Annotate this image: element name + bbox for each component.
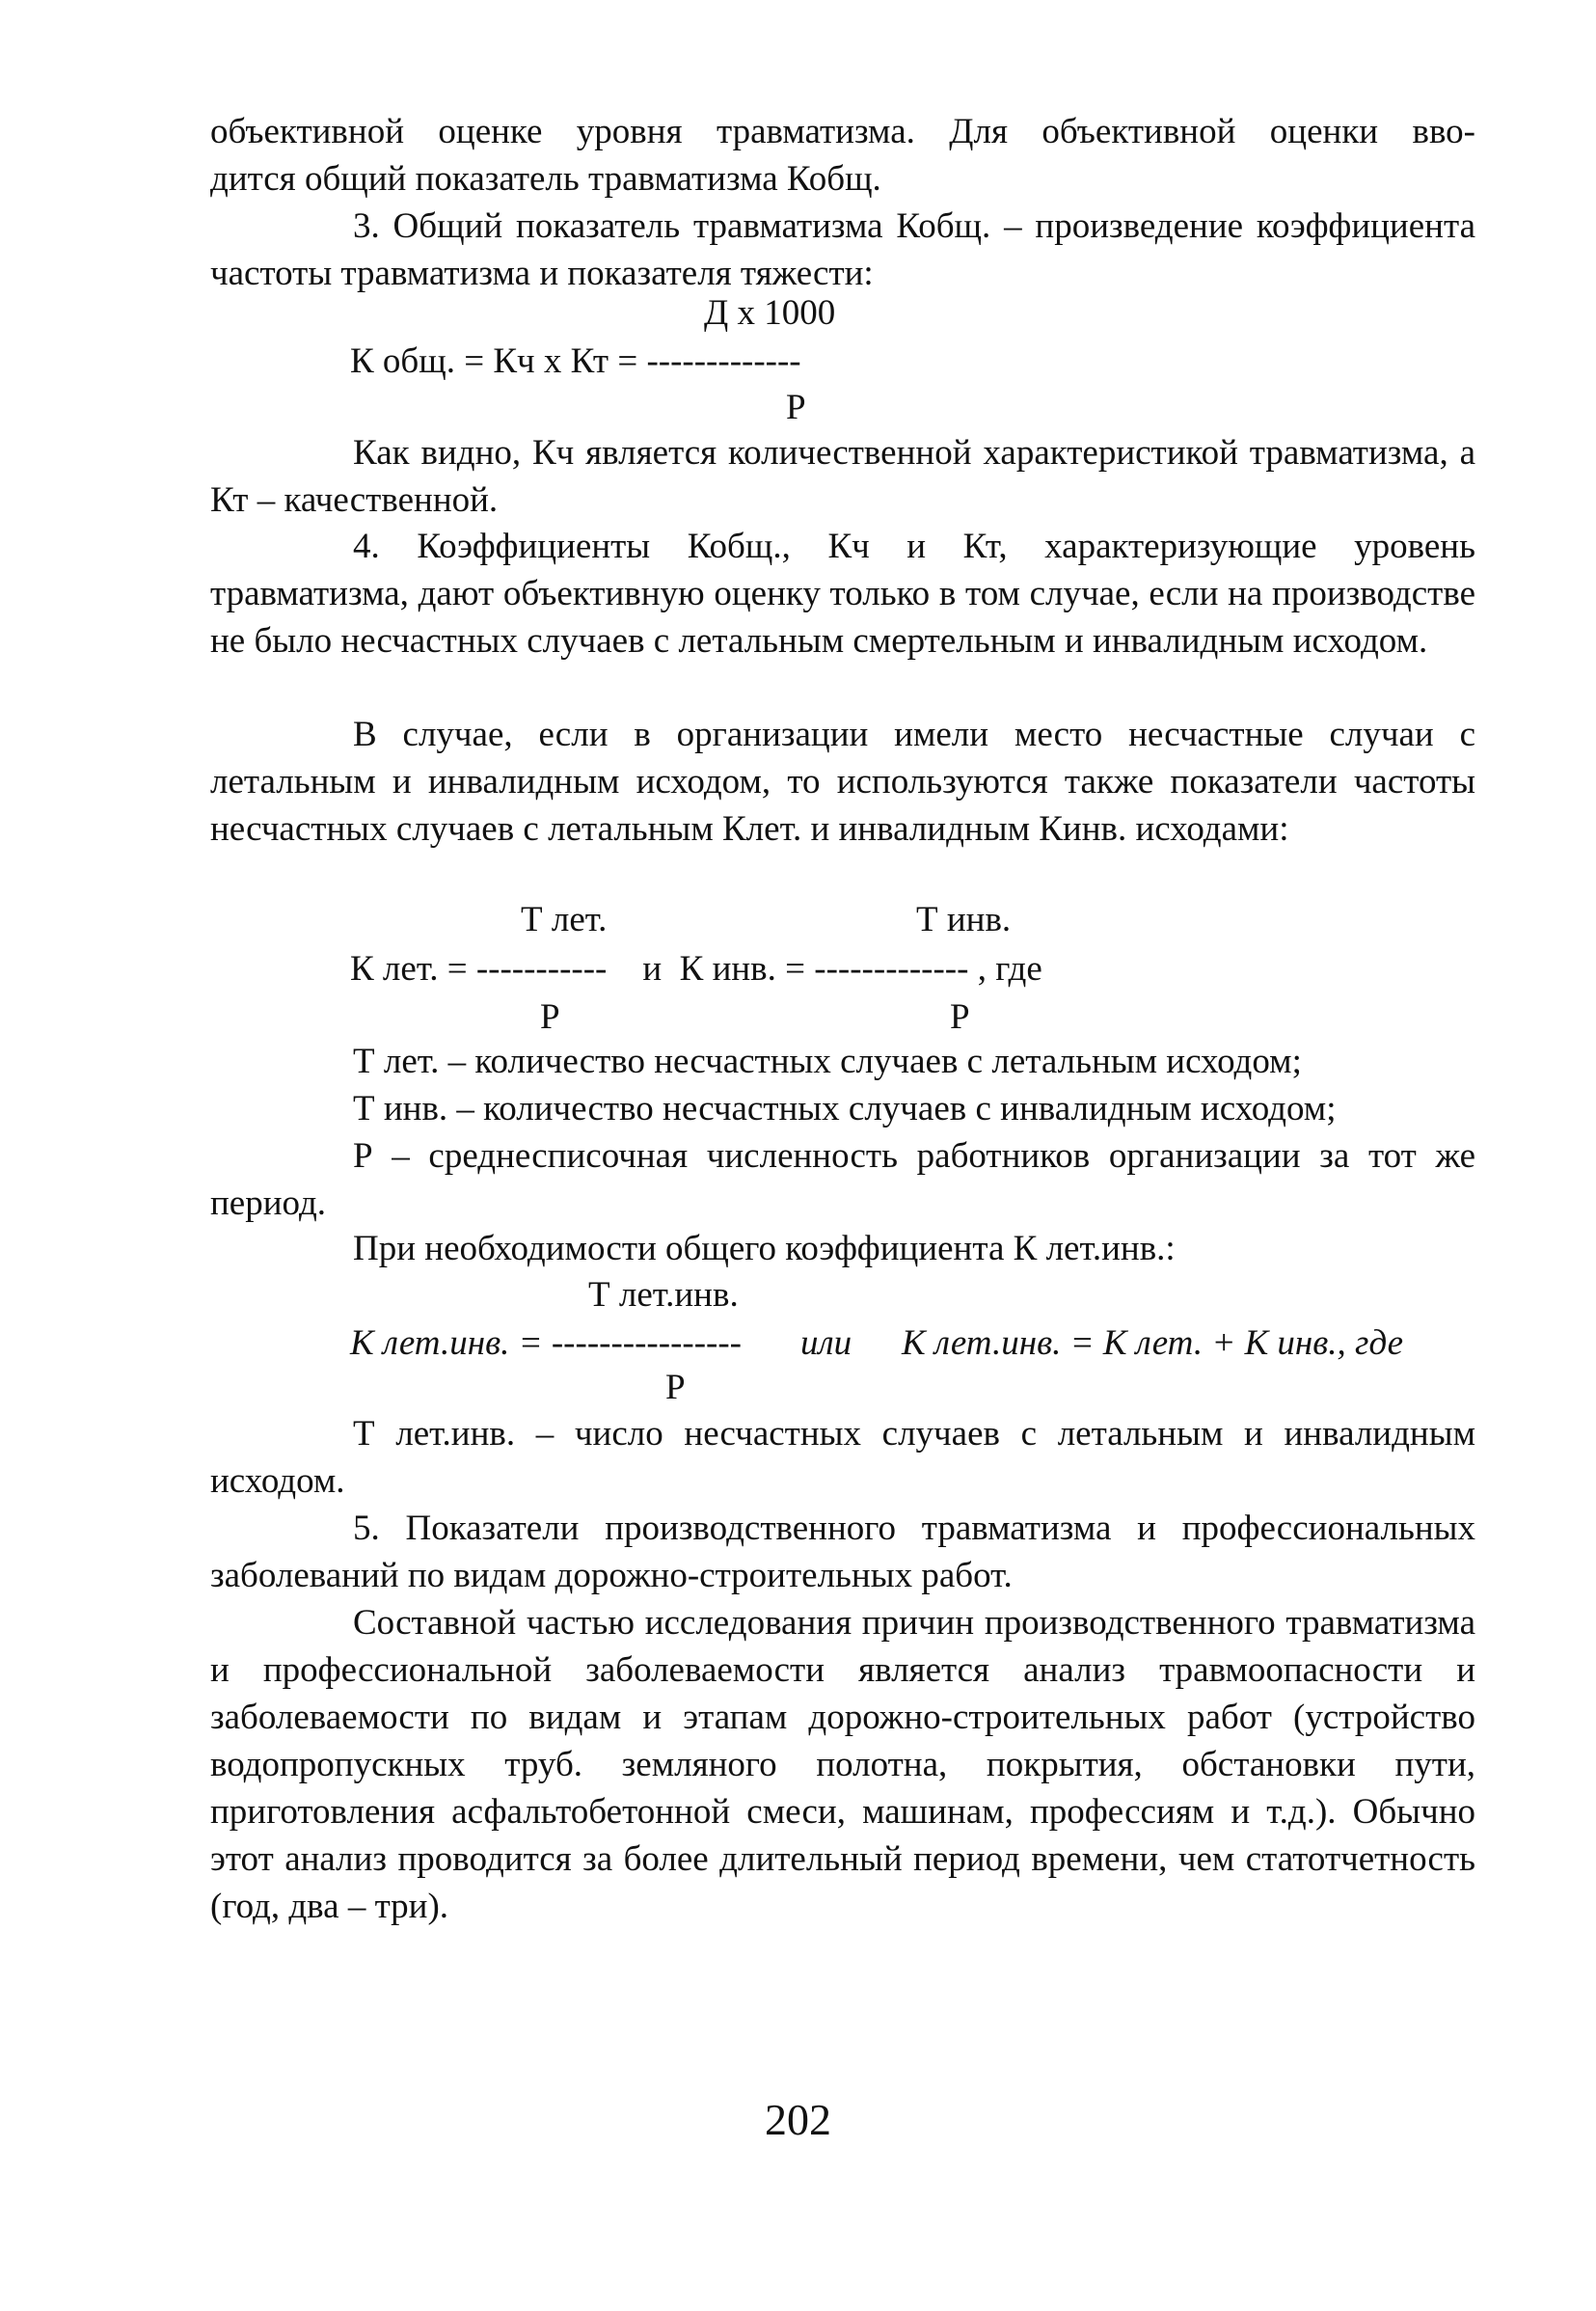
paragraph-general-coef [210, 1225, 1475, 1272]
paragraph-kch-kt [210, 429, 1475, 524]
text-line: объективной оценке уровня травматизма. Для объективной оценки вво- [210, 112, 1475, 151]
paragraph-lethal-cases [210, 711, 1475, 853]
paragraph-text: 5. Показатели производственного травматизма и профессиональных заболеваний по видам дорожно-строительных работ. [210, 1509, 1475, 1595]
formula-numerator: Д х 1000 [704, 293, 836, 333]
formula-denominator-right: Р [950, 997, 970, 1037]
paragraph-analysis [210, 1599, 1475, 1930]
text-line: дится общий показатель травматизма Кобщ. [210, 159, 881, 199]
paragraph-coefficients [210, 523, 1475, 665]
paragraph-text: 4. Коэффициенты Кобщ., Кч и Кт, характеризующие уровень травматизма, дают объективную оценку только в том случае, если на производстве не было несчастных случаев с летальным смертельным и инвалидным исходом. [210, 527, 1475, 661]
formula-numerator-right: Т инв. [916, 900, 1012, 939]
formula-denominator-left: Р [540, 997, 560, 1037]
formula-denominator: Р [786, 388, 806, 427]
paragraph-text: В случае, если в организации имели место несчастные случаи с летальным и инвалидным исходом, то используются также показатели частоты несчастных случаев с летальным Клет. и инвалидным Кинв. исходами: [210, 715, 1475, 849]
definition-line: Р – среднесписочная численность работников организации за тот же период. [210, 1136, 1475, 1223]
paragraph-text: Т лет.инв. – число несчастных случаев с летальным и инвалидным исходом. [210, 1414, 1475, 1501]
paragraph-text: При необходимости общего коэффициента К лет.инв.: [353, 1229, 1176, 1268]
formula-or: или [800, 1323, 852, 1363]
paragraph-intro [210, 108, 1475, 203]
paragraph-general-indicator [210, 203, 1475, 297]
paragraph-road-works-heading [210, 1505, 1475, 1599]
formula-denominator: Р [665, 1368, 686, 1407]
formula-rhs: К лет.инв. = К лет. + К инв., где [902, 1323, 1404, 1363]
paragraph-text: Как видно, Кч является количественной характеристикой травматизма, а Кт – качественной. [210, 433, 1475, 520]
paragraph-t-lethal-invalid [210, 1410, 1475, 1505]
paragraph-text: Составной частью исследования причин производственного травматизма и профессиональной заболеваемости является анализ травмоопасности и заболеваемости по видам и этапам дорожно-строительных работ (устройство водопропускных труб. земляного полотна, покрытия, обстановки пути, приготовления асфальтобетонной смеси, машинам, профессиям и т.д.). Обычно этот анализ проводится за более длительный период времени, чем статотчетность (год, два – три). [210, 1603, 1475, 1926]
formula-lhs: К лет.инв. = ---------------- [350, 1323, 743, 1363]
definition-line: Т инв. – количество несчастных случаев с инвалидным исходом; [353, 1089, 1337, 1128]
formula-line: К лет. = ----------- и К инв. = ------------- , где [350, 949, 1042, 989]
formula-numerator: Т лет.инв. [588, 1275, 739, 1315]
definition-line: Т лет. – количество несчастных случаев с летальным исходом; [353, 1042, 1302, 1081]
page-number: 202 [765, 2095, 831, 2144]
formula-lhs: К общ. = Кч х Кт = ------------- [350, 341, 801, 381]
paragraph-text: 3. Общий показатель травматизма Кобщ. – произведение коэффициента частоты травматизма и показателя тяжести: [210, 206, 1475, 293]
definitions-list [210, 1038, 1475, 1227]
formula-numerator-left: Т лет. [521, 900, 608, 939]
